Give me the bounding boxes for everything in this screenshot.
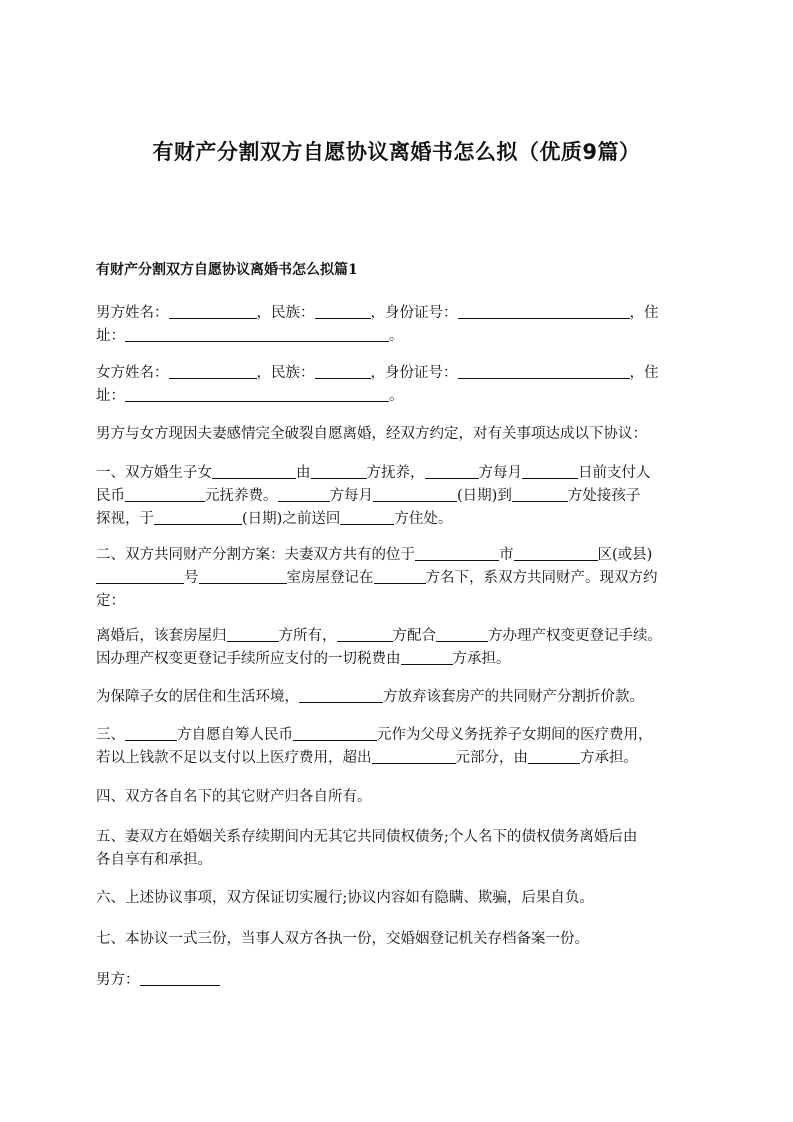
section-title: 有财产分割双方自愿协议离婚书怎么拟篇1 <box>96 262 358 278</box>
blank-excess-party[interactable] <box>528 748 580 764</box>
text: 方每月 <box>478 465 522 481</box>
blank-payer[interactable] <box>425 463 479 479</box>
blank-custodian[interactable] <box>311 463 367 479</box>
text: 方处接孩子 <box>567 488 641 504</box>
signature-line <box>96 969 696 992</box>
clause-1 <box>96 462 696 531</box>
blank-woman-name[interactable] <box>169 363 257 379</box>
blank-excess-amount[interactable] <box>372 748 456 764</box>
blank-man-name[interactable] <box>169 303 257 319</box>
text: 方每月 <box>329 488 373 504</box>
blank-medical-party[interactable] <box>125 725 177 741</box>
blank-number[interactable] <box>96 568 184 584</box>
text: (日期)到 <box>457 488 512 504</box>
clause-5 <box>96 826 696 872</box>
clause-4: 四、双方各自名下的其它财产归各自所有。 <box>96 789 372 805</box>
blank-pay-day[interactable] <box>522 463 578 479</box>
period: 。 <box>389 388 404 404</box>
blank-pickup-party[interactable] <box>512 486 568 502</box>
clause-3 <box>96 724 696 770</box>
label-woman-address: ，住 <box>629 365 659 381</box>
text: 方名下，系双方共同财产。现双方约 <box>425 570 658 586</box>
label-man-name: 男方姓名： <box>96 305 169 321</box>
text: 定： <box>96 593 125 609</box>
clause-7: 七、本协议一式三份，当事人双方各执一份，交婚姻登记机关存档备案一份。 <box>96 931 589 947</box>
blank-woman-id[interactable] <box>458 363 630 379</box>
text: 三、 <box>96 727 125 743</box>
clause-6: 六、上述协议事项，双方保证切实履行;协议内容如有隐瞒、欺骗，后果自负。 <box>96 890 594 906</box>
blank-return-party[interactable] <box>340 509 394 525</box>
text: 元作为父母义务抚养子女期间的医疗费用， <box>377 727 653 743</box>
text: 方办理产权变更登记手续。 <box>488 628 662 644</box>
clause-2-property <box>96 625 696 671</box>
document-title: 有财产分割双方自愿协议离婚书怎么拟（优质9篇） <box>152 140 641 164</box>
text: 方所有， <box>278 628 337 644</box>
text: 各自享有和承担。 <box>96 852 212 868</box>
text: 二、双方共同财产分割方案：夫妻双方共有的位于 <box>96 547 415 563</box>
text: 为保障子女的居住和生活环境， <box>96 689 299 705</box>
blank-man-signature[interactable] <box>140 970 220 986</box>
text: 探视，于 <box>96 511 154 527</box>
blank-man-id[interactable] <box>458 303 630 319</box>
text: 方住处。 <box>394 511 453 527</box>
text: 元抚养费。 <box>205 488 278 504</box>
blank-woman-ethnic[interactable] <box>315 363 371 379</box>
text: 室房屋登记在 <box>286 570 374 586</box>
text: 日前支付人 <box>578 465 651 481</box>
blank-return-date[interactable] <box>154 509 242 525</box>
text: 民币 <box>96 488 125 504</box>
blank-man-address[interactable] <box>125 326 389 342</box>
intro-paragraph: 男方与女方现因夫妻感情完全破裂自愿离婚，经双方约定，对有关事项达成以下协议： <box>96 426 647 442</box>
blank-registered-party[interactable] <box>374 568 426 584</box>
text: 一、双方婚生子女 <box>96 465 212 481</box>
blank-visit-date[interactable] <box>373 486 457 502</box>
blank-cooperator[interactable] <box>337 626 393 642</box>
text: 区(或县) <box>597 547 653 563</box>
blank-support-amount[interactable] <box>125 486 205 502</box>
blank-medical-amount[interactable] <box>293 725 377 741</box>
text: (日期)之前送回 <box>242 511 341 527</box>
text: 由 <box>296 465 311 481</box>
blank-district[interactable] <box>514 545 598 561</box>
text: 方承担。 <box>580 750 638 766</box>
blank-city[interactable] <box>415 545 499 561</box>
label-man-address: ，住 <box>629 305 659 321</box>
text: 方自愿自筹人民币 <box>177 727 293 743</box>
text: 方配合 <box>392 628 436 644</box>
blank-transferee[interactable] <box>436 626 488 642</box>
blank-visitor[interactable] <box>278 486 330 502</box>
blank-woman-address[interactable] <box>125 386 389 402</box>
man-info-paragraph <box>96 302 696 348</box>
text: 市 <box>499 547 514 563</box>
woman-info-paragraph <box>96 362 696 408</box>
blank-tax-party[interactable] <box>401 649 453 665</box>
text: 五、妻双方在婚姻关系存续期间内无其它共同债权债务;个人名下的债权债务离婚后由 <box>96 829 638 845</box>
label-woman-name: 女方姓名： <box>96 365 169 381</box>
text: 因办理产权变更登记手续所应支付的一切税费由 <box>96 651 401 667</box>
text: 元部分，由 <box>455 750 528 766</box>
period: 。 <box>389 328 404 344</box>
text: 方承担。 <box>452 651 511 667</box>
label-woman-id: ，身份证号： <box>370 365 458 381</box>
label-woman-address-cont: 址： <box>96 388 125 404</box>
clause-2-child <box>96 686 696 709</box>
text: 方抚养， <box>366 465 425 481</box>
blank-waiving-party[interactable] <box>299 687 383 703</box>
label-man-signature: 男方： <box>96 972 140 988</box>
text: 方放弃该套房产的共同财产分割折价款。 <box>383 689 644 705</box>
blank-man-ethnic[interactable] <box>315 303 371 319</box>
text: 号 <box>184 570 199 586</box>
label-man-address-cont: 址： <box>96 328 125 344</box>
clause-2 <box>96 544 696 613</box>
text: 离婚后，该套房屋归 <box>96 628 227 644</box>
blank-owner[interactable] <box>227 626 279 642</box>
label-woman-ethnic: ，民族： <box>256 365 315 381</box>
text: 若以上钱款不足以支付以上医疗费用，超出 <box>96 750 372 766</box>
blank-room[interactable] <box>199 568 287 584</box>
label-man-ethnic: ，民族： <box>256 305 315 321</box>
blank-child[interactable] <box>212 463 296 479</box>
label-man-id: ，身份证号： <box>370 305 458 321</box>
